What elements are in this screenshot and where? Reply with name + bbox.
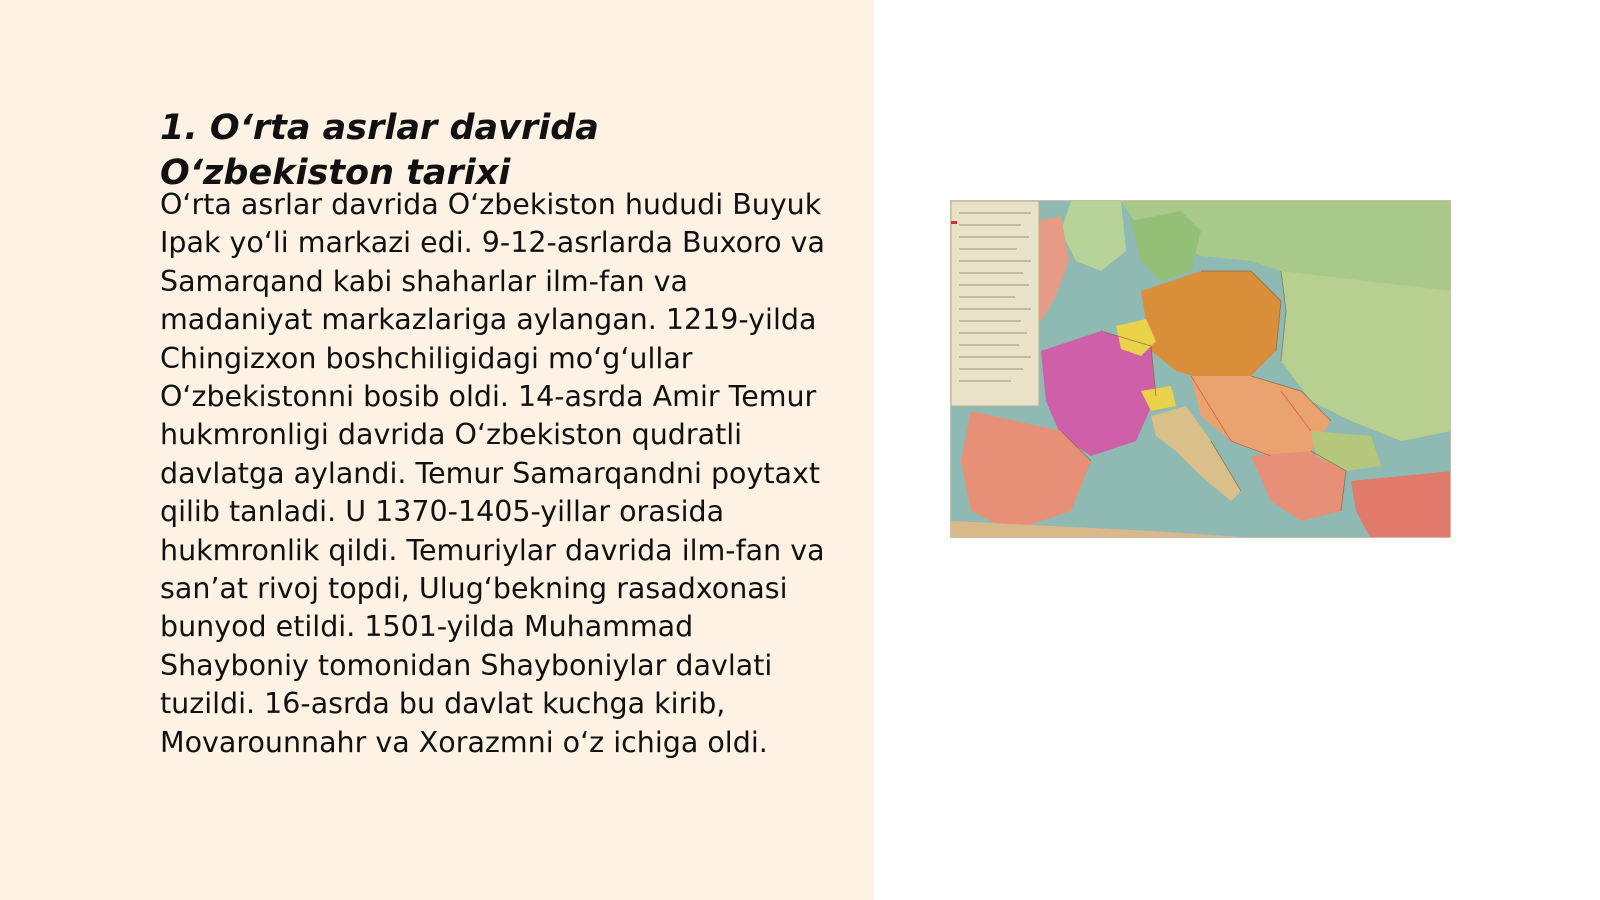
slide-body-text: O‘rta asrlar davrida O‘zbekiston hududi Buyuk Ipak yo‘li markazi edi. 9-12-asrlarda Buxoro va Samarqand kabi shaharlar ilm-fan va madaniyat markazlariga aylangan. 1219-yilda Chingizxon boshchiligidagi mo‘g‘ullar O‘zbekistonni bosib oldi. 14-asrda Amir Temur hukmronligi davrida O‘zbekiston qudratli davlatga aylandi. Temur Samarqandni poytaxt qilib tanladi. U 1370-1405-yillar orasida hukmronlik qildi. Temuriylar davrida ilm-fan va san’at rivoj topdi, Ulug‘bekning rasadxonasi bunyod etildi. 1501-yilda Muhammad Shayboniy tomonidan Shayboniylar davlati tuzildi. 16-asrda bu davlat kuchga kirib, Movarounnahr va Xorazmni o‘z ichiga oldi.: [160, 188, 825, 759]
europe-map-graphic: [951, 201, 1451, 538]
slide-title: 1. O‘rta asrlar davrida O‘zbekiston tarixi: [160, 108, 599, 193]
historical-map-image: [950, 200, 1451, 538]
